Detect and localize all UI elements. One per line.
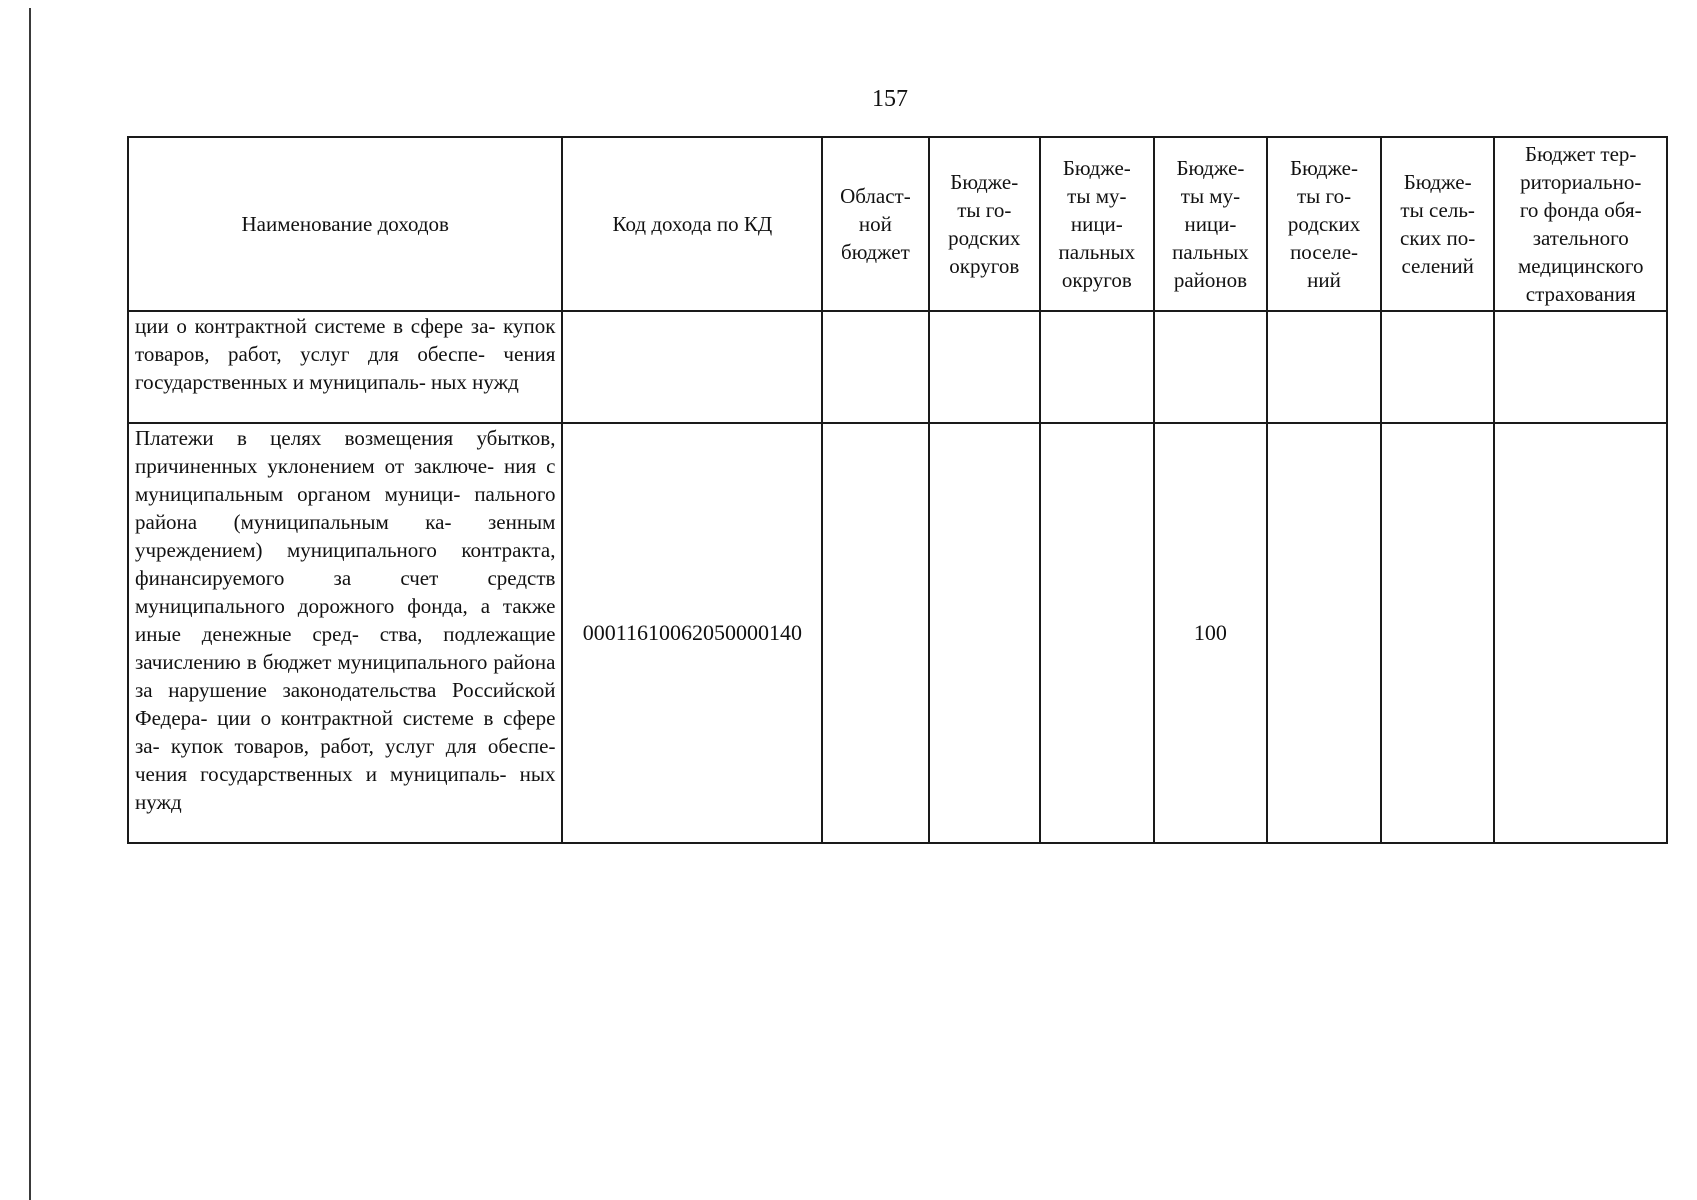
header-revenue-name: Наименование доходов — [128, 137, 562, 311]
cell-municipal-okrugs — [1040, 423, 1154, 843]
revenue-distribution-table — [127, 136, 1668, 844]
header-urban-district-budgets: Бюдже- ты го- родских округов — [929, 137, 1041, 311]
cell-revenue-name: Платежи в целях возмещения убытков, причиненных уклонением от заключе- ния с муниципальным органом муници- пального района (муниципальным ка- зенным учреждением) муниципального контракта, финансируемого за счет средств муниципального дорожного фонда, а также иные денежные сред- ства, подлежащие зачислению в бюджет муниципального района за нарушение законодательства Российской Федера- ции о контрактной системе в сфере за- купок товаров, работ, услуг для обеспе- чения государственных и муниципаль- ных нужд — [128, 423, 562, 843]
cell-revenue-code: 00011610062050000140 — [562, 423, 822, 843]
table-row — [128, 423, 1667, 843]
header-territorial-fund-budget: Бюджет тер- риториально- го фонда обя- зательного медицинского страхования — [1494, 137, 1667, 311]
cell-territorial-fund — [1494, 423, 1667, 843]
table-row — [128, 311, 1667, 423]
header-municipal-okrug-budgets: Бюдже- ты му- ници- пальных округов — [1040, 137, 1154, 311]
page-number: 157 — [872, 86, 908, 112]
header-rural-settlement-budgets: Бюдже- ты сель- ских по- селений — [1381, 137, 1495, 311]
cell-municipal-rayons: 100 — [1154, 423, 1268, 843]
cell-rural-settlements — [1381, 423, 1495, 843]
cell-urban-settlements — [1267, 423, 1381, 843]
cell-regional — [822, 423, 928, 843]
cell-territorial-fund — [1494, 311, 1667, 423]
cell-municipal-okrugs — [1040, 311, 1154, 423]
cell-urban-districts — [929, 423, 1041, 843]
header-municipal-rayon-budgets: Бюдже- ты му- ници- пальных районов — [1154, 137, 1268, 311]
scan-edge-line — [29, 8, 31, 1200]
cell-municipal-rayons — [1154, 311, 1268, 423]
cell-urban-districts — [929, 311, 1041, 423]
cell-revenue-name: ции о контрактной системе в сфере за- купок товаров, работ, услуг для обеспе- чения государственных и муниципаль- ных нужд — [128, 311, 562, 423]
header-regional-budget: Област- ной бюджет — [822, 137, 928, 311]
header-revenue-code: Код дохода по КД — [562, 137, 822, 311]
cell-regional — [822, 311, 928, 423]
cell-revenue-code — [562, 311, 822, 423]
cell-urban-settlements — [1267, 311, 1381, 423]
cell-rural-settlements — [1381, 311, 1495, 423]
header-urban-settlement-budgets: Бюдже- ты го- родских поселе- ний — [1267, 137, 1381, 311]
table-header-row — [128, 137, 1667, 311]
